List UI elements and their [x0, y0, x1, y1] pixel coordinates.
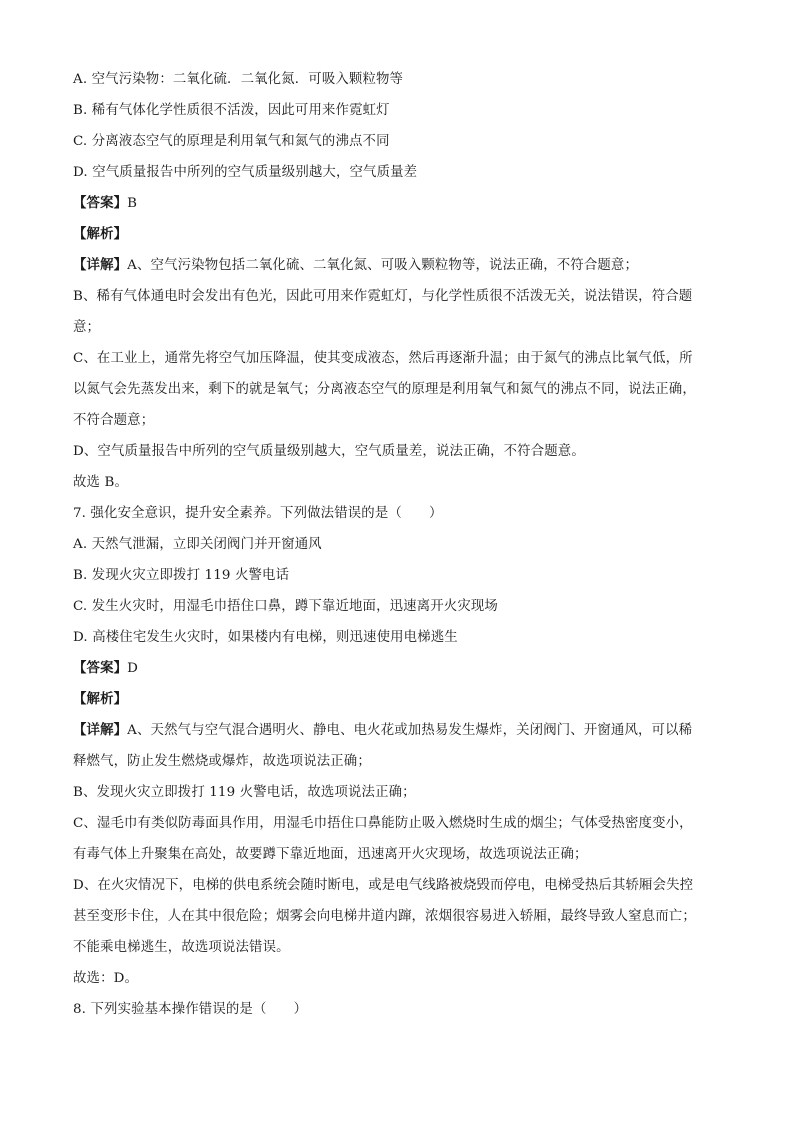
q7-detail-line: C、湿毛巾有类似防毒面具作用，用湿毛巾捂住口鼻能防止吸入燃烧时生成的烟尘；气体受热密度变小，: [73, 816, 693, 831]
q6-option-a: A. 空气污染物：二氧化硫．二氧化氮．可吸入颗粒物等: [73, 72, 404, 87]
detail-text: A、天然气与空气混合遇明火、静电、电火花或加热易发生爆炸，关闭阀门、开窗通风，可以稀: [127, 723, 693, 738]
q7-answer: [73, 653, 721, 684]
q6-conclusion: 故选 B。: [73, 475, 129, 490]
q7-conclusion: 故选：D。: [73, 971, 139, 986]
q7-option-d: D. 高楼住宅发生火灾时，如果楼内有电梯，则迅速使用电梯逃生: [73, 630, 458, 645]
q7-option-c: C. 发生火灾时，用湿毛巾捂住口鼻，蹲下靠近地面，迅速离开火灾现场: [73, 599, 498, 614]
q6-option-c: C. 分离液态空气的原理是利用氧气和氮气的沸点不同: [73, 134, 390, 149]
q7-stem: 7. 强化安全意识，提升安全素养。下列做法错误的是（ ）: [73, 506, 443, 521]
q6-option-b: B. 稀有气体化学性质很不活泼，因此可用来作霓虹灯: [73, 103, 390, 118]
answer-tag: 【答案】: [73, 195, 128, 211]
q7-detail-line: D、在火灾情况下，电梯的供电系统会随时断电，或是电气线路被烧毁而停电，电梯受热后其轿厢会失控: [73, 878, 694, 893]
q7-detail-line: [73, 715, 721, 746]
q7-detail-line: 释燃气，防止发生燃烧或爆炸，故选项说法正确；: [73, 754, 371, 769]
q6-detail-line: 意；: [73, 320, 101, 335]
detail-text: A、空气污染物包括二氧化硫、二氧化氮、可吸入颗粒物等，说法正确，不符合题意；: [127, 258, 638, 273]
document-content: [73, 64, 721, 1025]
q6-detail-line: C、在工业上，通常先将空气加压降温，使其变成液态，然后再逐渐升温；由于氮气的沸点比氧气低，所: [73, 351, 693, 366]
analysis-tag: 【解析】: [73, 691, 128, 707]
q6-option-d: D. 空气质量报告中所列的空气质量级别越大，空气质量差: [73, 165, 418, 180]
q6-detail-line: 不符合题意；: [73, 413, 155, 428]
q6-answer: [73, 188, 721, 219]
q7-detail-line: 不能乘电梯逃生，故选项说法错误。: [73, 940, 290, 955]
detail-tag: 【详解】: [73, 722, 128, 738]
q6-detail-line: B、稀有气体通电时会发出有色光，因此可用来作霓虹灯，与化学性质很不活泼无关，说法错误，符合题: [73, 289, 693, 304]
q7-option-b: B. 发现火灾立即拨打 119 火警电话: [73, 568, 290, 583]
q7-detail-line: 甚至变形卡住，人在其中很危险；烟雾会向电梯井道内蹿，浓烟很容易进入轿厢，最终导致人窒息而亡；: [73, 909, 696, 924]
q6-analysis: [73, 219, 721, 250]
detail-tag: 【详解】: [73, 257, 128, 273]
answer-value: B: [127, 196, 138, 211]
analysis-tag: 【解析】: [73, 226, 128, 242]
q6-detail-line: [73, 250, 721, 281]
answer-value: D: [127, 661, 139, 676]
q7-detail-line: B、发现火灾立即拨打 119 火警电话，故选项说法正确；: [73, 785, 416, 800]
answer-tag: 【答案】: [73, 660, 128, 676]
q7-analysis: [73, 684, 721, 715]
q7-detail-line: 有毒气体上升聚集在高处，故要蹲下靠近地面，迅速离开火灾现场，故选项说法正确；: [73, 847, 588, 862]
q8-stem: 8. 下列实验基本操作错误的是（ ）: [73, 1002, 308, 1017]
q6-detail-line: D、空气质量报告中所列的空气质量级别越大，空气质量差，说法正确，不符合题意。: [73, 444, 585, 459]
q6-detail-line: 以氮气会先蒸发出来，剩下的就是氧气；分离液态空气的原理是利用氧气和氮气的沸点不同，说法正确，: [73, 382, 696, 397]
q7-option-a: A. 天然气泄漏，立即关闭阀门并开窗通风: [73, 537, 322, 552]
